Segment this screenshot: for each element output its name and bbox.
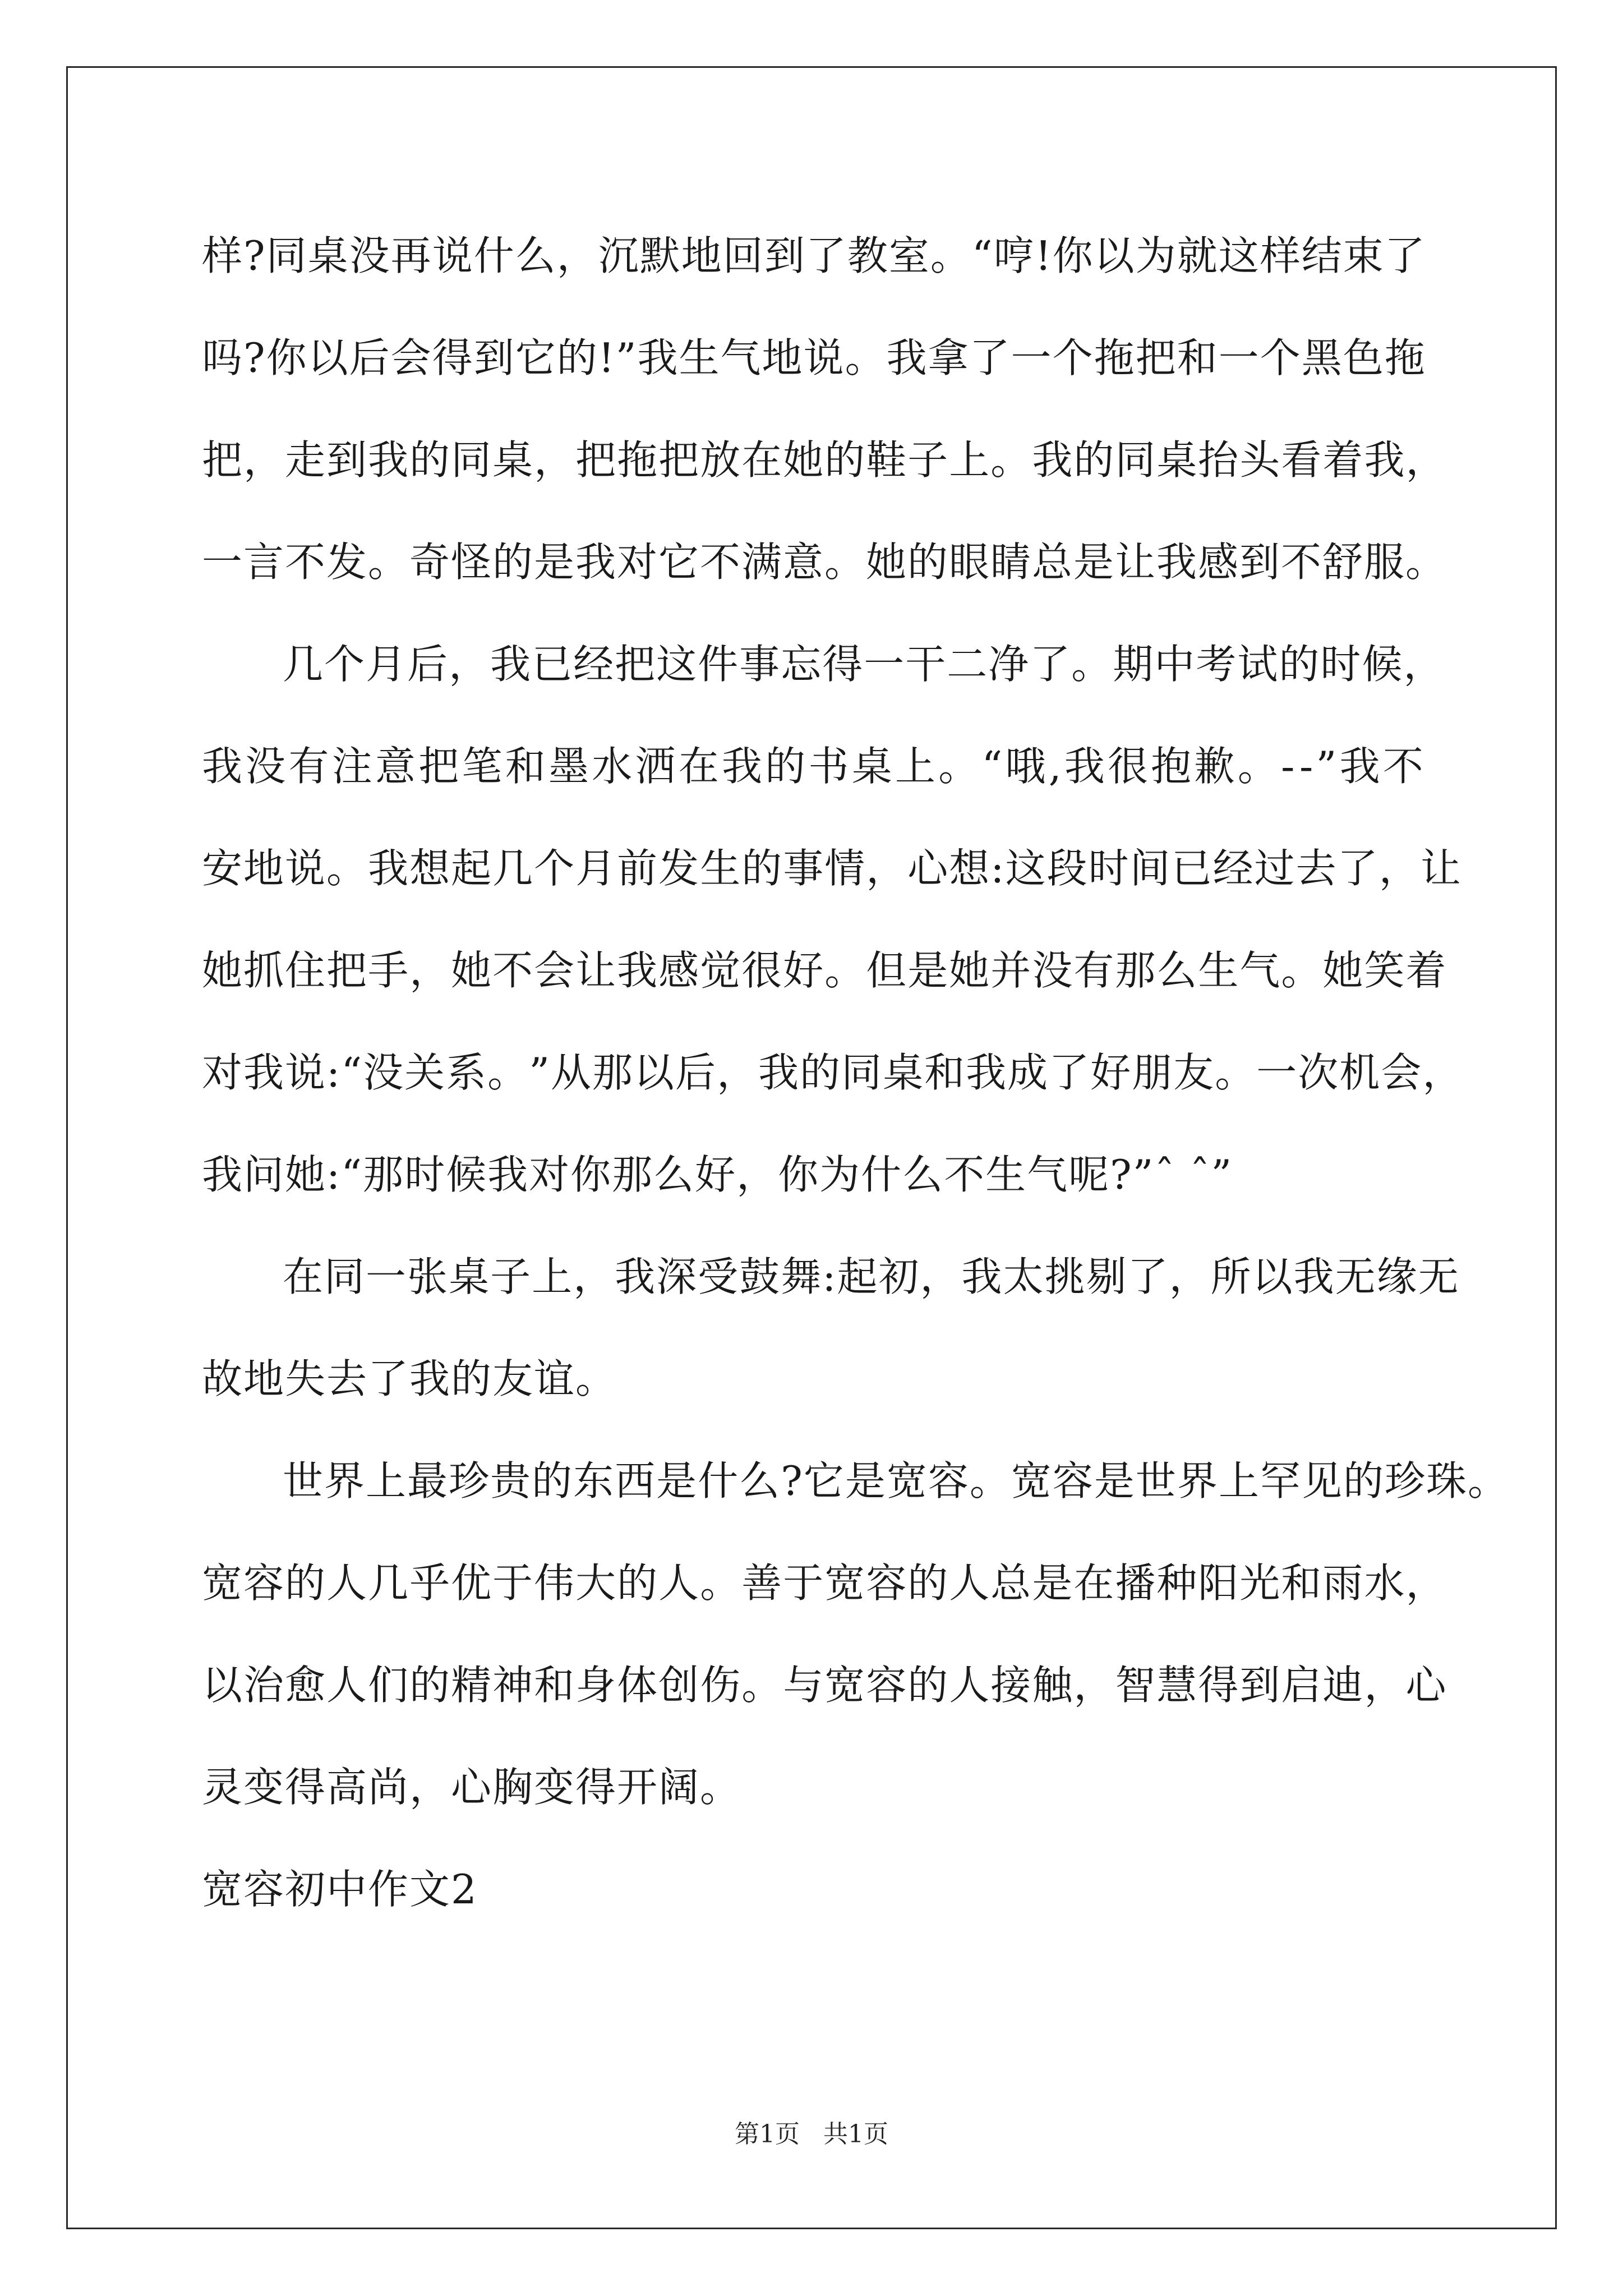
- document-body: [202, 205, 1510, 1940]
- text-line: 宽 容 的 人 几 乎 优 于 伟 大 的 人 。 善 于 宽 容 的 人 总 是 在 播 种 阳 光 和 雨 水 ，: [202, 1559, 1447, 1607]
- text-line: 她 抓 住 把 手 ， 她 不 会 让 我 感 觉 很 好 。 但 是 她 并 没 有 那 么 生 气 。 她 笑 着: [202, 947, 1447, 994]
- page-footer: [0, 2118, 1623, 2151]
- text-line: 样 ? 同 桌 没 再 说 什 么 ， 沉 默 地 回 到 了 教 室 。 “ 哼 ! 你 以 为 就 这 样 结 束 了: [202, 232, 1426, 279]
- text-line: 在 同 一 张 桌 子 上 ， 我 深 受 鼓 舞 : 起 初 ， 我 太 挑 剔 了 ， 所 以 我 无 缘 无: [283, 1253, 1460, 1300]
- text-line: 安 地 说 。 我 想 起 几 个 月 前 发 生 的 事 情 ， 心 想 : 这 段 时 间 已 经 过 去 了 ， 让: [202, 845, 1462, 892]
- text-line: 我问她:“那时候我对你那么好，你为什么不生气呢?”ˆ ˆ”: [202, 1151, 1233, 1198]
- text-line: 吗 ? 你 以 后 会 得 到 它 的 ! ” 我 生 气 地 说 。 我 拿 了 一 个 拖 把 和 一 个 黑 色 拖: [202, 334, 1426, 381]
- text-line: 对 我 说 : “ 没 关 系 。 ” 从 那 以 后 ， 我 的 同 桌 和 我 成 了 好 朋 友 。 一 次 机 会 ，: [202, 1049, 1464, 1096]
- page-total: 共1页: [823, 2120, 888, 2148]
- text-line: 以 治 愈 人 们 的 精 神 和 身 体 创 伤 。 与 宽 容 的 人 接 触 ， 智 慧 得 到 启 迪 ， 心: [202, 1662, 1447, 1709]
- paragraph-lines: [202, 205, 1510, 1838]
- text-line: 几 个 月 后 ， 我 已 经 把 这 件 事 忘 得 一 干 二 净 了 。 期 中 考 试 的 时 候 ，: [283, 641, 1445, 688]
- text-line: 故地失去了我的友谊。: [202, 1355, 617, 1402]
- text-line: 灵变得高尚，心胸变得开阔。: [202, 1764, 742, 1811]
- text-line: 一言不发。奇怪的是我对它不满意。她的眼睛总是让我感到不舒服。: [202, 539, 1447, 586]
- section-heading: 宽容初中作文2: [202, 1866, 478, 1913]
- page-number: 第1页: [735, 2120, 800, 2148]
- text-line: 世 界 上 最 珍 贵 的 东 西 是 什 么 ? 它 是 宽 容 。 宽 容 是 世 界 上 罕 见 的 珍 珠 。: [283, 1457, 1510, 1504]
- text-line: 把 ， 走 到 我 的 同 桌 ， 把 拖 把 放 在 她 的 鞋 子 上 。 我 的 同 桌 抬 头 看 着 我 ，: [202, 436, 1447, 484]
- text-line: 我 没 有 注 意 把 笔 和 墨 水 洒 在 我 的 书 桌 上 。 “ 哦 , 我 很 抱 歉 。 - - ” 我 不: [202, 743, 1424, 790]
